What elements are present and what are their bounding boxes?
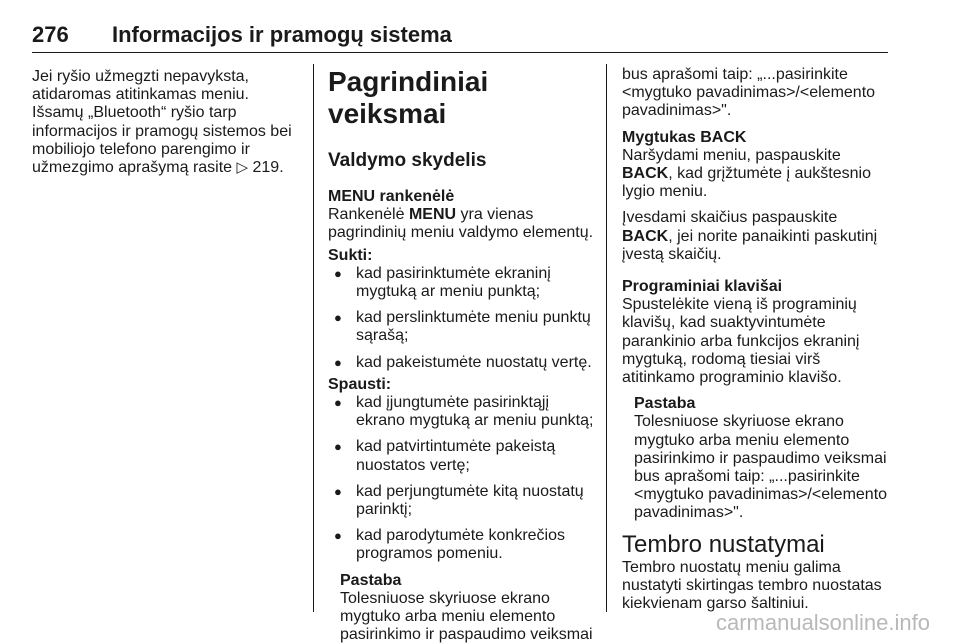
- column-2: [328, 66, 600, 644]
- text-line: pasirinkimo ir paspaudimo veiksmai: [634, 449, 887, 467]
- text-line: Spustelėkite vieną iš programinių: [622, 296, 857, 314]
- menu-knob-heading: MENU rankenėlė: [328, 188, 455, 205]
- text-line: pasirinkimo ir paspaudimo veiksmai: [340, 626, 593, 644]
- column-divider-2: [606, 64, 607, 612]
- text-line: užmezgimo aprašymą rasite ▷ 219.: [32, 159, 284, 177]
- turn-list: [328, 265, 600, 372]
- text-line: Tembro nuostatų meniu galima: [622, 558, 841, 576]
- text-line: mobiliojo telefono parengimo ir: [32, 140, 250, 158]
- page-reference[interactable]: 219.: [248, 159, 284, 177]
- list-item: ● kad patvirtintumėte pakeistą nuostatos vertę;: [328, 438, 600, 474]
- text-line: mygtuko arba meniu elemento: [634, 431, 850, 449]
- press-label: Spausti:: [328, 375, 392, 393]
- column-divider-1: [313, 64, 314, 612]
- text-line: pagrindinių meniu valdymo elementų.: [328, 224, 594, 242]
- section-title: Pagrindiniai veiksmai: [328, 66, 489, 129]
- text-line: kiekvienam garso šaltiniui.: [622, 595, 809, 613]
- note-box: [622, 395, 894, 522]
- text-line: Išsamų „Bluetooth“ ryšio tarp: [32, 104, 237, 122]
- text-line: Rankenėlė MENU yra vienas: [328, 206, 534, 224]
- list-item: ● kad perslinktumėte meniu punktų sąrašą;: [328, 309, 600, 345]
- list-item: ● kad įjungtumėte pasirinktąjį ekrano mygtuką ar meniu punktą;: [328, 394, 600, 430]
- text-line: Tolesniuose skyriuose ekrano: [634, 413, 844, 431]
- text-line: <mygtuko pavadinimas>/<elemento: [634, 486, 888, 504]
- back-button-heading: Mygtukas BACK: [622, 128, 747, 146]
- text-line: mygtuką, rodomą tiesiai virš: [622, 350, 821, 368]
- page-reference-arrow-icon: ▷: [236, 159, 249, 177]
- text-line: informacijos ir pramogų sistemos bei: [32, 122, 292, 140]
- text-line: pavadinimas>".: [622, 102, 732, 120]
- text-line: Naršydami meniu, paspauskite: [622, 146, 841, 164]
- note-title: Pastaba: [340, 571, 402, 589]
- list-item: ● kad perjungtumėte kitą nuostatų parinktį;: [328, 483, 600, 519]
- subsection-title: Valdymo skydelis: [328, 150, 487, 171]
- column-1: [32, 68, 306, 177]
- turn-label: Sukti:: [328, 246, 373, 264]
- list-item: ● kad pasirinktumėte ekraninį mygtuką ar meniu punktą;: [328, 265, 600, 301]
- list-item: ● kad pakeistumėte nuostatų vertę.: [328, 354, 600, 372]
- text-line: bus aprašomi taip: „...pasirinkite: [634, 468, 860, 486]
- text-line: Jei ryšio užmegzti nepavyksta,: [32, 68, 249, 85]
- column-3: [622, 66, 894, 613]
- note-title: Pastaba: [634, 395, 696, 413]
- text-line: nustatyti skirtingas tembro nuostatas: [622, 576, 882, 594]
- text-line: Įvesdami skaičius paspauskite: [622, 209, 838, 227]
- text-line: <mygtuko pavadinimas>/<elemento: [622, 84, 876, 102]
- text-line: bus aprašomi taip: „...pasirinkite: [622, 66, 848, 83]
- watermark: carmanualsonline.info: [715, 610, 930, 635]
- text-line: parankinio arba funkcijos ekraninį: [622, 332, 860, 350]
- text-line: Tolesniuose skyriuose ekrano: [340, 589, 550, 607]
- text-line: atitinkamo programinio klavišo.: [622, 369, 842, 387]
- text-line: klavišų, kad suaktyvintumėte: [622, 314, 826, 332]
- page-number: 276: [32, 22, 69, 47]
- text-line: įvestą skaičių.: [622, 245, 722, 263]
- text-line: mygtuko arba meniu elemento: [340, 608, 556, 626]
- chapter-title: Informacijos ir pramogų sistema: [112, 22, 452, 47]
- note-box: [328, 572, 600, 644]
- text-line: atidaromas atitinkamas meniu.: [32, 86, 249, 104]
- list-item: ● kad parodytumėte konkrečios programos pomeniu.: [328, 527, 600, 563]
- text-line: BACK, kad grįžtumėte į aukštesnio: [622, 165, 871, 183]
- tembro-section-title: Tembro nustatymai: [622, 530, 825, 558]
- softkeys-heading: Programiniai klavišai: [622, 278, 783, 296]
- press-list: [328, 394, 600, 564]
- page-header: [32, 18, 888, 53]
- text-line: lygio meniu.: [622, 183, 708, 201]
- text-line: pavadinimas>".: [634, 504, 744, 522]
- text-line: BACK, jei norite panaikinti paskutinį: [622, 227, 878, 245]
